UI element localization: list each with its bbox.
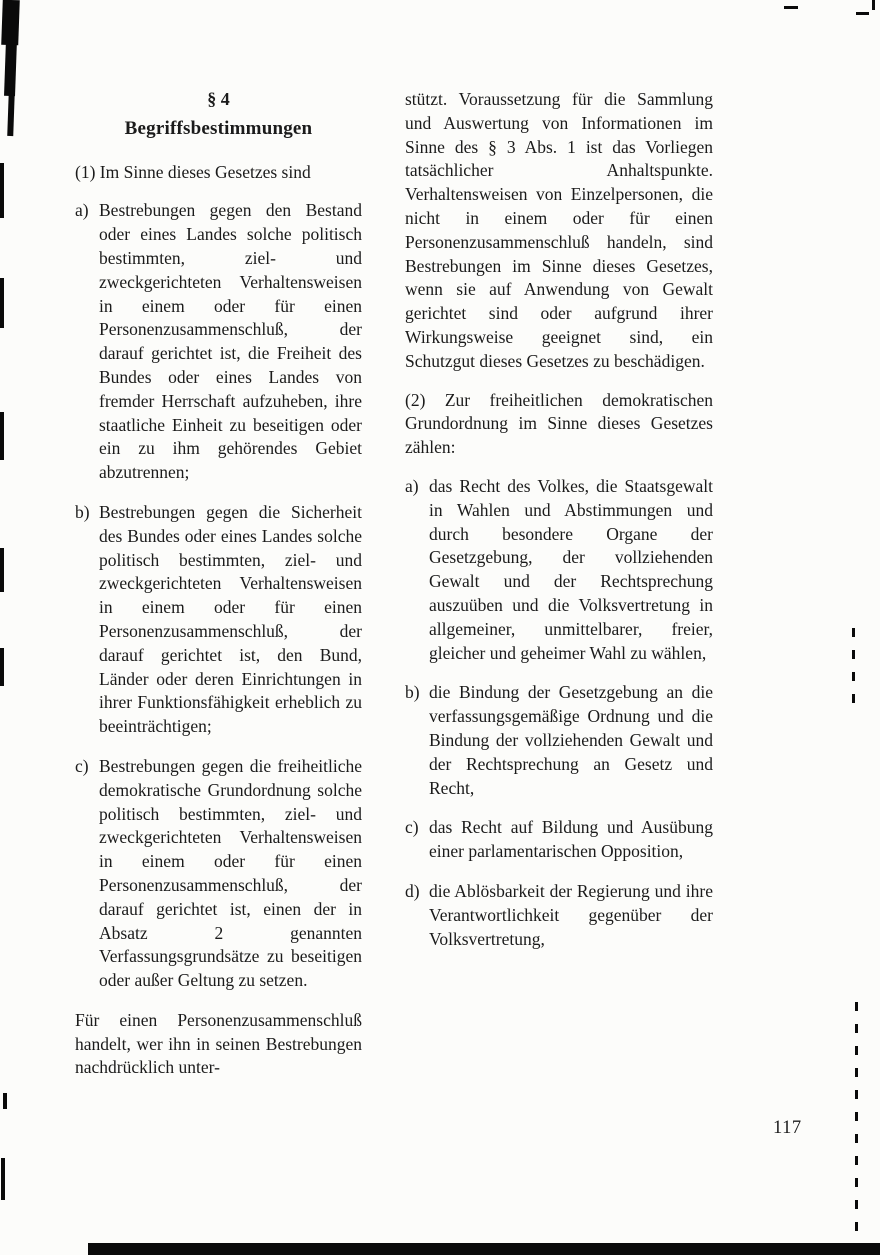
scan-artifact-left-edge-mark xyxy=(0,163,4,218)
list-item-2c xyxy=(405,816,713,864)
item-text: das Recht auf Bildung und Ausübung einer parlamentarischen Opposition, xyxy=(429,817,713,862)
scan-artifact-top-right-tick xyxy=(872,0,875,10)
closing-paragraph: Für einen Personenzusammenschluß handelt, wer ihn in seinen Bestrebungen nachdrücklich unter- xyxy=(75,1009,362,1078)
item-label: b) xyxy=(405,682,420,703)
item-text: Bestrebungen gegen den Bestand oder eines Landes solche politisch bestimmten, ziel- und zweckgerichteten Verhaltensweisen in einem oder für einen Personenzusammenschluß, der darauf gerichtet ist, die Freiheit des Bundes oder eines Landes von fremder Herrschaft aufzuheben, ihre staatliche Einheit zu beseitigen oder ein zu ihm gehörendes Gebiet abzutrennen; xyxy=(99,200,362,483)
item-label: a) xyxy=(75,200,89,221)
list-item-2d xyxy=(405,880,713,951)
scan-artifact-left-edge-mark xyxy=(1,1158,5,1200)
right-column xyxy=(405,88,713,951)
item-text: die Ablösbarkeit der Regierung und ihre Verantwortlichkeit gegenüber der Volksvertretung, xyxy=(429,880,713,949)
continuation-paragraph: stützt. Voraussetzung für die Sammlung und Auswertung von Informationen im Sinne des § 3 Abs. 1 ist das Vorliegen tatsächlicher Anhaltspunkte. Verhaltensweisen von Einzelpersonen, die nicht in einem oder für einen Personenzusammenschluß handeln, sind Bestrebungen im Sinne dieses Gesetzes, wenn sie auf Anwendung von Gewalt gerichtet sind oder aufgrund ihrer Wirkungsweise geeignet sind, ein Schutzgut dieses Gesetzes zu beschädigen. xyxy=(405,89,713,371)
scan-artifact-corner-mark xyxy=(7,92,15,136)
scan-artifact-left-edge-mark xyxy=(0,412,4,460)
scan-artifact-bottom-bar xyxy=(88,1243,880,1255)
paragraph-1-intro: (1) Im Sinne dieses Gesetzes sind xyxy=(75,161,311,182)
item-label: c) xyxy=(405,817,419,838)
scan-artifact-left-edge-mark xyxy=(0,278,4,328)
item-label: c) xyxy=(75,755,89,776)
item-label: b) xyxy=(75,501,90,522)
scan-artifact-right-edge-dashes xyxy=(855,1002,858,1238)
item-text: Bestrebungen gegen die Sicherheit des Bundes oder eines Landes solche politisch bestimmten, ziel- und zweckgerichteten Verhaltensweisen in einem oder für einen Personenzusammenschluß, der darauf gerichtet ist, den Bund, Länder oder deren Einrichtungen in ihrer Funktionsfähigkeit erheblich zu beeinträchtigen; xyxy=(99,501,362,737)
scan-artifact-corner-mark xyxy=(1,0,20,45)
scan-artifact-left-edge-mark xyxy=(0,548,4,592)
scan-artifact-corner-mark xyxy=(4,40,17,96)
section-number: § 4 xyxy=(207,89,230,109)
section-title: Begriffsbestimmungen xyxy=(124,117,313,139)
item-label: d) xyxy=(405,880,420,901)
list-item-2a xyxy=(405,475,713,665)
scan-artifact-left-edge-mark xyxy=(3,1093,7,1109)
item-text: die Bindung der Gesetzgebung an die verfassungsgemäßige Ordnung und die Bindung der vollziehenden Gewalt und der Rechtsprechung an Gesetz und Recht, xyxy=(429,682,713,798)
scan-artifact-top-right-dash xyxy=(784,6,798,9)
scan-artifact-right-edge-dashes xyxy=(852,628,855,714)
list-item-1b xyxy=(75,501,362,739)
page-number: 117 xyxy=(773,1118,802,1138)
item-text: Bestrebungen gegen die freiheitliche demokratische Grundordnung solche politisch bestimmten, ziel- und zweckgerichteten Verhaltensweisen in einem oder für einen Personenzusammenschluß, der darauf gerichtet ist, einen der in Absatz 2 genannten Verfassungsgrundsätze zu beseitigen oder außer Geltung zu setzen. xyxy=(99,755,362,991)
item-label: a) xyxy=(405,475,419,496)
list-item-1c xyxy=(75,755,362,993)
list-item-1a xyxy=(75,199,362,485)
scan-artifact-left-edge-mark xyxy=(0,648,4,686)
scan-artifact-top-right-dash xyxy=(856,12,869,15)
left-column xyxy=(75,88,362,1080)
item-text: das Recht des Volkes, die Staatsgewalt in Wahlen und Abstimmungen und durch besondere Organe der Gesetzgebung, der vollziehenden Gewalt und der Rechtsprechung auszuüben und die Volksvertretung in allgemeiner, unmittelbarer, freier, gleicher und geheimer Wahl zu wählen, xyxy=(429,475,713,663)
paragraph-2-intro: (2) Zur freiheitlichen demokratischen Grundordnung im Sinne dieses Gesetzes zählen: xyxy=(405,389,713,458)
section-heading xyxy=(75,88,362,141)
list-item-2b xyxy=(405,681,713,800)
